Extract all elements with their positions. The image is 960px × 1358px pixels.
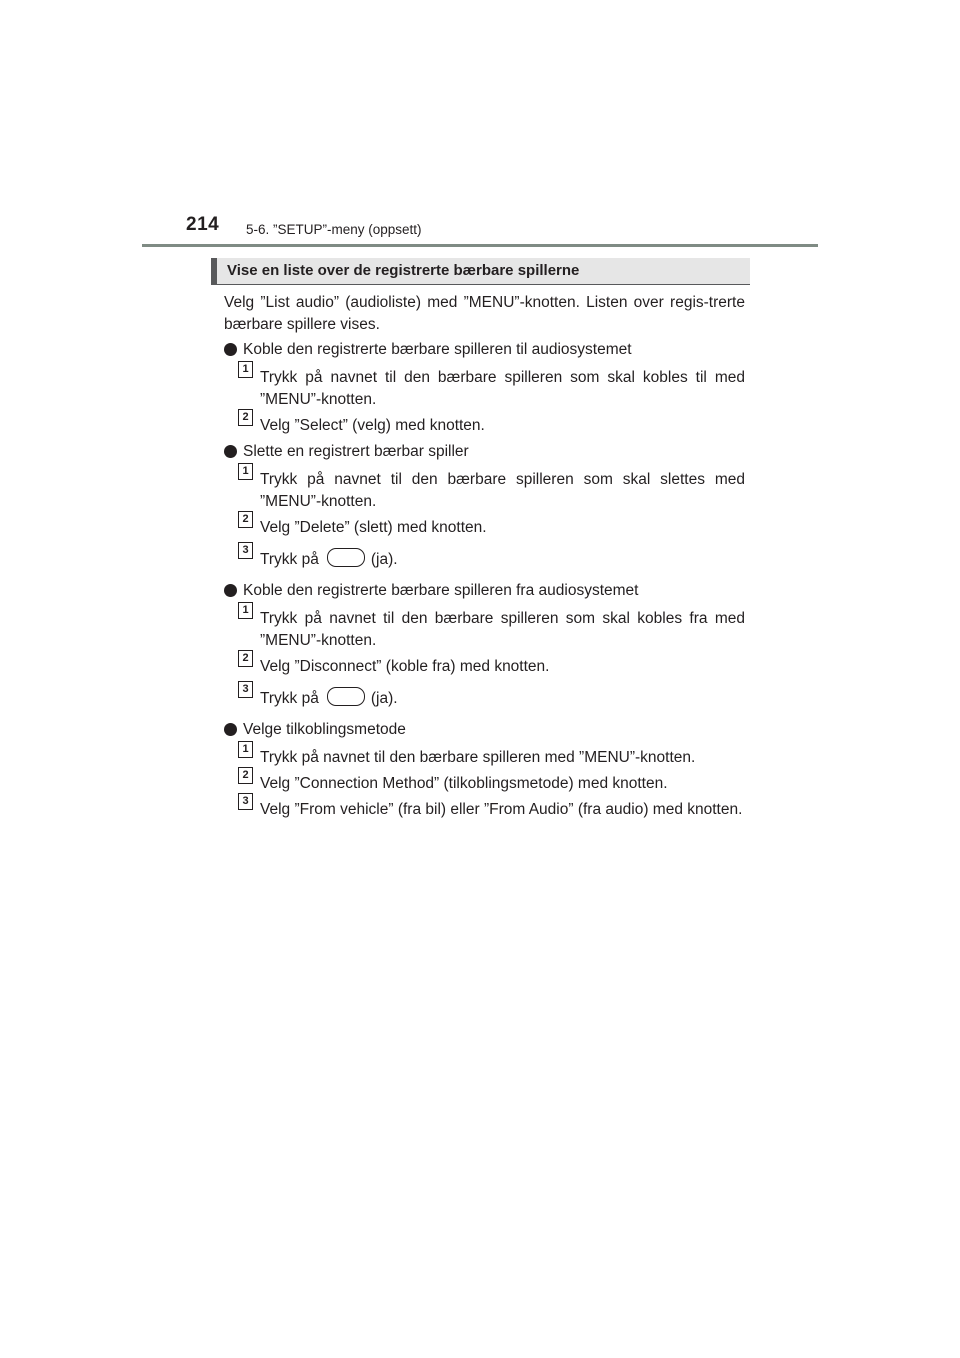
bullet-dot-icon bbox=[224, 445, 237, 458]
bullet-item bbox=[224, 580, 745, 602]
yes-button-icon bbox=[327, 548, 365, 567]
step-item bbox=[224, 795, 745, 821]
step-text: Trykk på navnet til den bærbare spilleren som skal kobles til med ”MENU”-knotten. bbox=[260, 369, 745, 408]
bullet-title: Koble den registrerte bærbare spilleren til audiosystemet bbox=[243, 341, 632, 358]
page-number: 214 bbox=[186, 214, 220, 235]
bullet-dot-icon bbox=[224, 343, 237, 356]
step-number-badge: 3 bbox=[238, 542, 253, 559]
step-text-after: (ja). bbox=[370, 690, 398, 707]
step-text: Velg ”Connection Method” (tilkoblingsmetode) med knotten. bbox=[260, 775, 668, 792]
bullet-title: Koble den registrerte bærbare spilleren fra audiosystemet bbox=[243, 582, 639, 599]
step-item bbox=[224, 743, 745, 769]
bullet-item bbox=[224, 339, 745, 361]
step-text: Velg ”Disconnect” (koble fra) med knotten. bbox=[260, 658, 550, 675]
step-text-before: Trykk på bbox=[260, 551, 319, 568]
step-item bbox=[224, 513, 745, 539]
step-text-before: Trykk på bbox=[260, 690, 319, 707]
step-number-badge: 2 bbox=[238, 650, 253, 667]
step-item bbox=[224, 604, 745, 652]
bullet-dot-icon bbox=[224, 723, 237, 736]
step-number-badge: 2 bbox=[238, 767, 253, 784]
step-item bbox=[224, 363, 745, 411]
step-number-badge: 1 bbox=[238, 463, 253, 480]
step-number-badge: 1 bbox=[238, 741, 253, 758]
bullet-title: Slette en registrert bærbar spiller bbox=[243, 443, 469, 460]
section-heading-text: Vise en liste over de registrerte bærbare spillerne bbox=[227, 262, 580, 279]
step-item bbox=[224, 465, 745, 513]
step-number-badge: 1 bbox=[238, 361, 253, 378]
intro-paragraph: Velg ”List audio” (audioliste) med ”MENU”-knotten. Listen over regis-trerte bærbare spillere vises. bbox=[224, 294, 745, 333]
step-text: Velg ”From vehicle” (fra bil) eller ”From Audio” (fra audio) med knotten. bbox=[260, 801, 743, 818]
step-text: Trykk på navnet til den bærbare spilleren med ”MENU”-knotten. bbox=[260, 749, 696, 766]
step-text: Velg ”Select” (velg) med knotten. bbox=[260, 417, 485, 434]
step-text: Trykk på navnet til den bærbare spilleren som skal slettes med ”MENU”-knotten. bbox=[260, 471, 745, 510]
step-item bbox=[224, 683, 745, 710]
bullet-dot-icon bbox=[224, 584, 237, 597]
step-number-badge: 2 bbox=[238, 511, 253, 528]
step-text-after: (ja). bbox=[370, 551, 398, 568]
section-heading bbox=[211, 258, 750, 285]
step-item bbox=[224, 769, 745, 795]
header-rule bbox=[142, 244, 818, 247]
bullet-item bbox=[224, 719, 745, 741]
main-content bbox=[224, 292, 745, 825]
bullet-title: Velge tilkoblingsmetode bbox=[243, 721, 406, 738]
step-text: Velg ”Delete” (slett) med knotten. bbox=[260, 519, 487, 536]
running-head: 5-6. ”SETUP”-meny (oppsett) bbox=[246, 222, 422, 237]
yes-button-icon bbox=[327, 687, 365, 706]
step-number-badge: 1 bbox=[238, 602, 253, 619]
step-item bbox=[224, 411, 745, 437]
step-text: Trykk på navnet til den bærbare spilleren som skal kobles fra med ”MENU”-knotten. bbox=[260, 610, 745, 649]
bullet-item bbox=[224, 441, 745, 463]
step-number-badge: 3 bbox=[238, 793, 253, 810]
step-number-badge: 2 bbox=[238, 409, 253, 426]
step-number-badge: 3 bbox=[238, 681, 253, 698]
step-item bbox=[224, 652, 745, 678]
step-item bbox=[224, 544, 745, 571]
